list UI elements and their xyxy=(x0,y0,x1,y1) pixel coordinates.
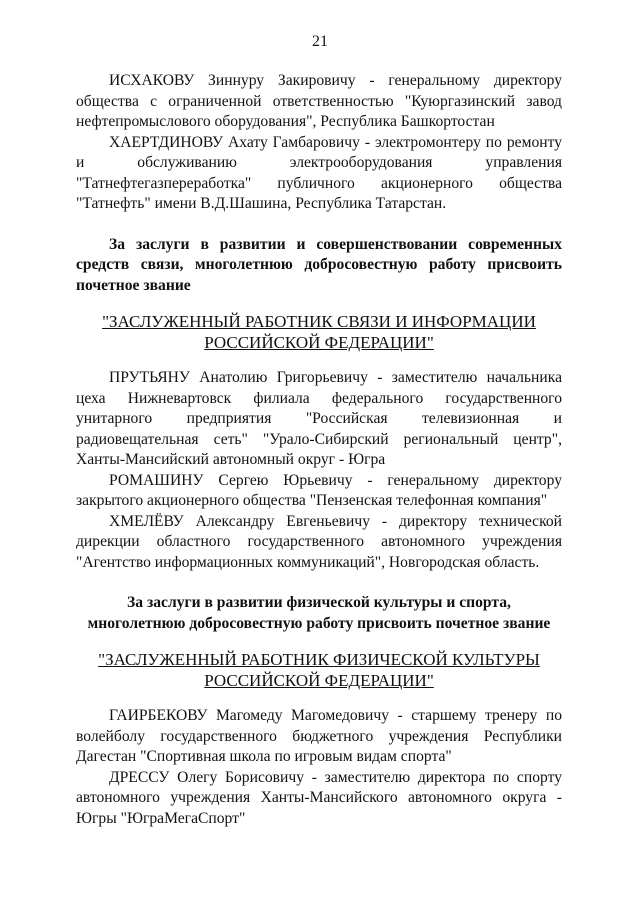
award-title-line: РОССИЙСКОЙ ФЕДЕРАЦИИ" xyxy=(204,671,434,690)
page-number: 21 xyxy=(312,33,328,50)
section-heading-line: За заслуги в развитии физической культуры и спорта, xyxy=(127,594,511,611)
award-entry: ИСХАКОВУ Зиннуру Закировичу - генеральному директору общества с ограниченной ответственностью "Куюргазинский завод нефтепромыслового оборудования", Республика Башкортостан xyxy=(76,72,562,130)
document-body xyxy=(76,71,562,829)
section-heading-line: многолетнюю добросовестную работу присвоить почетное звание xyxy=(87,614,551,632)
award-entry: ХАЕРТДИНОВУ Ахату Гамбаровичу - электромонтеру по ремонту и обслуживанию электрооборудования управления "Татнефтегазпереработка" публичного акционерного общества "Татнефть" имени В.Д.Шашина, Республика Татарстан. xyxy=(76,133,562,212)
award-title-line: "ЗАСЛУЖЕННЫЙ РАБОТНИК СВЯЗИ И ИНФОРМАЦИИ xyxy=(102,312,536,331)
section-heading: За заслуги в развитии и совершенствовании современных средств связи, многолетнюю добросовестную работу присвоить почетное звание xyxy=(76,235,562,294)
award-entry: РОМАШИНУ Сергею Юрьевичу - генеральному директору закрытого акционерного общества "Пензенская телефонная компания" xyxy=(76,471,562,509)
award-title-line: "ЗАСЛУЖЕННЫЙ РАБОТНИК ФИЗИЧЕСКОЙ КУЛЬТУРЫ xyxy=(98,650,540,669)
award-title xyxy=(76,311,562,353)
award-title-line: РОССИЙСКОЙ ФЕДЕРАЦИИ" xyxy=(204,333,434,352)
award-entry: ПРУТЬЯНУ Анатолию Григорьевичу - заместителю начальника цеха Нижневартовск филиала федерального государственного унитарного предприятия "Российская телевизионная и радиовещательная сеть" "Урало-Сибирский региональный центр", Ханты-Мансийский автономный округ - Югра xyxy=(76,369,562,468)
award-entry: ДРЕССУ Олегу Борисовичу - заместителю директора по спорту автономного учреждения Ханты-Мансийского автономного округа - Югры "ЮграМегаСпорт" xyxy=(76,768,562,827)
award-title xyxy=(76,649,562,691)
award-entry: ГАИРБЕКОВУ Магомеду Магомедовичу - старшему тренеру по волейболу государственного бюджетного учреждения Республики Дагестан "Спортивная школа по игровым видам спорта" xyxy=(76,707,562,765)
section-heading xyxy=(76,593,562,634)
award-entry: ХМЕЛЁВУ Александру Евгеньевичу - директору технической дирекции областного государственного автономного учреждения "Агентство информационных коммуникаций", Новгородская область. xyxy=(76,512,562,571)
